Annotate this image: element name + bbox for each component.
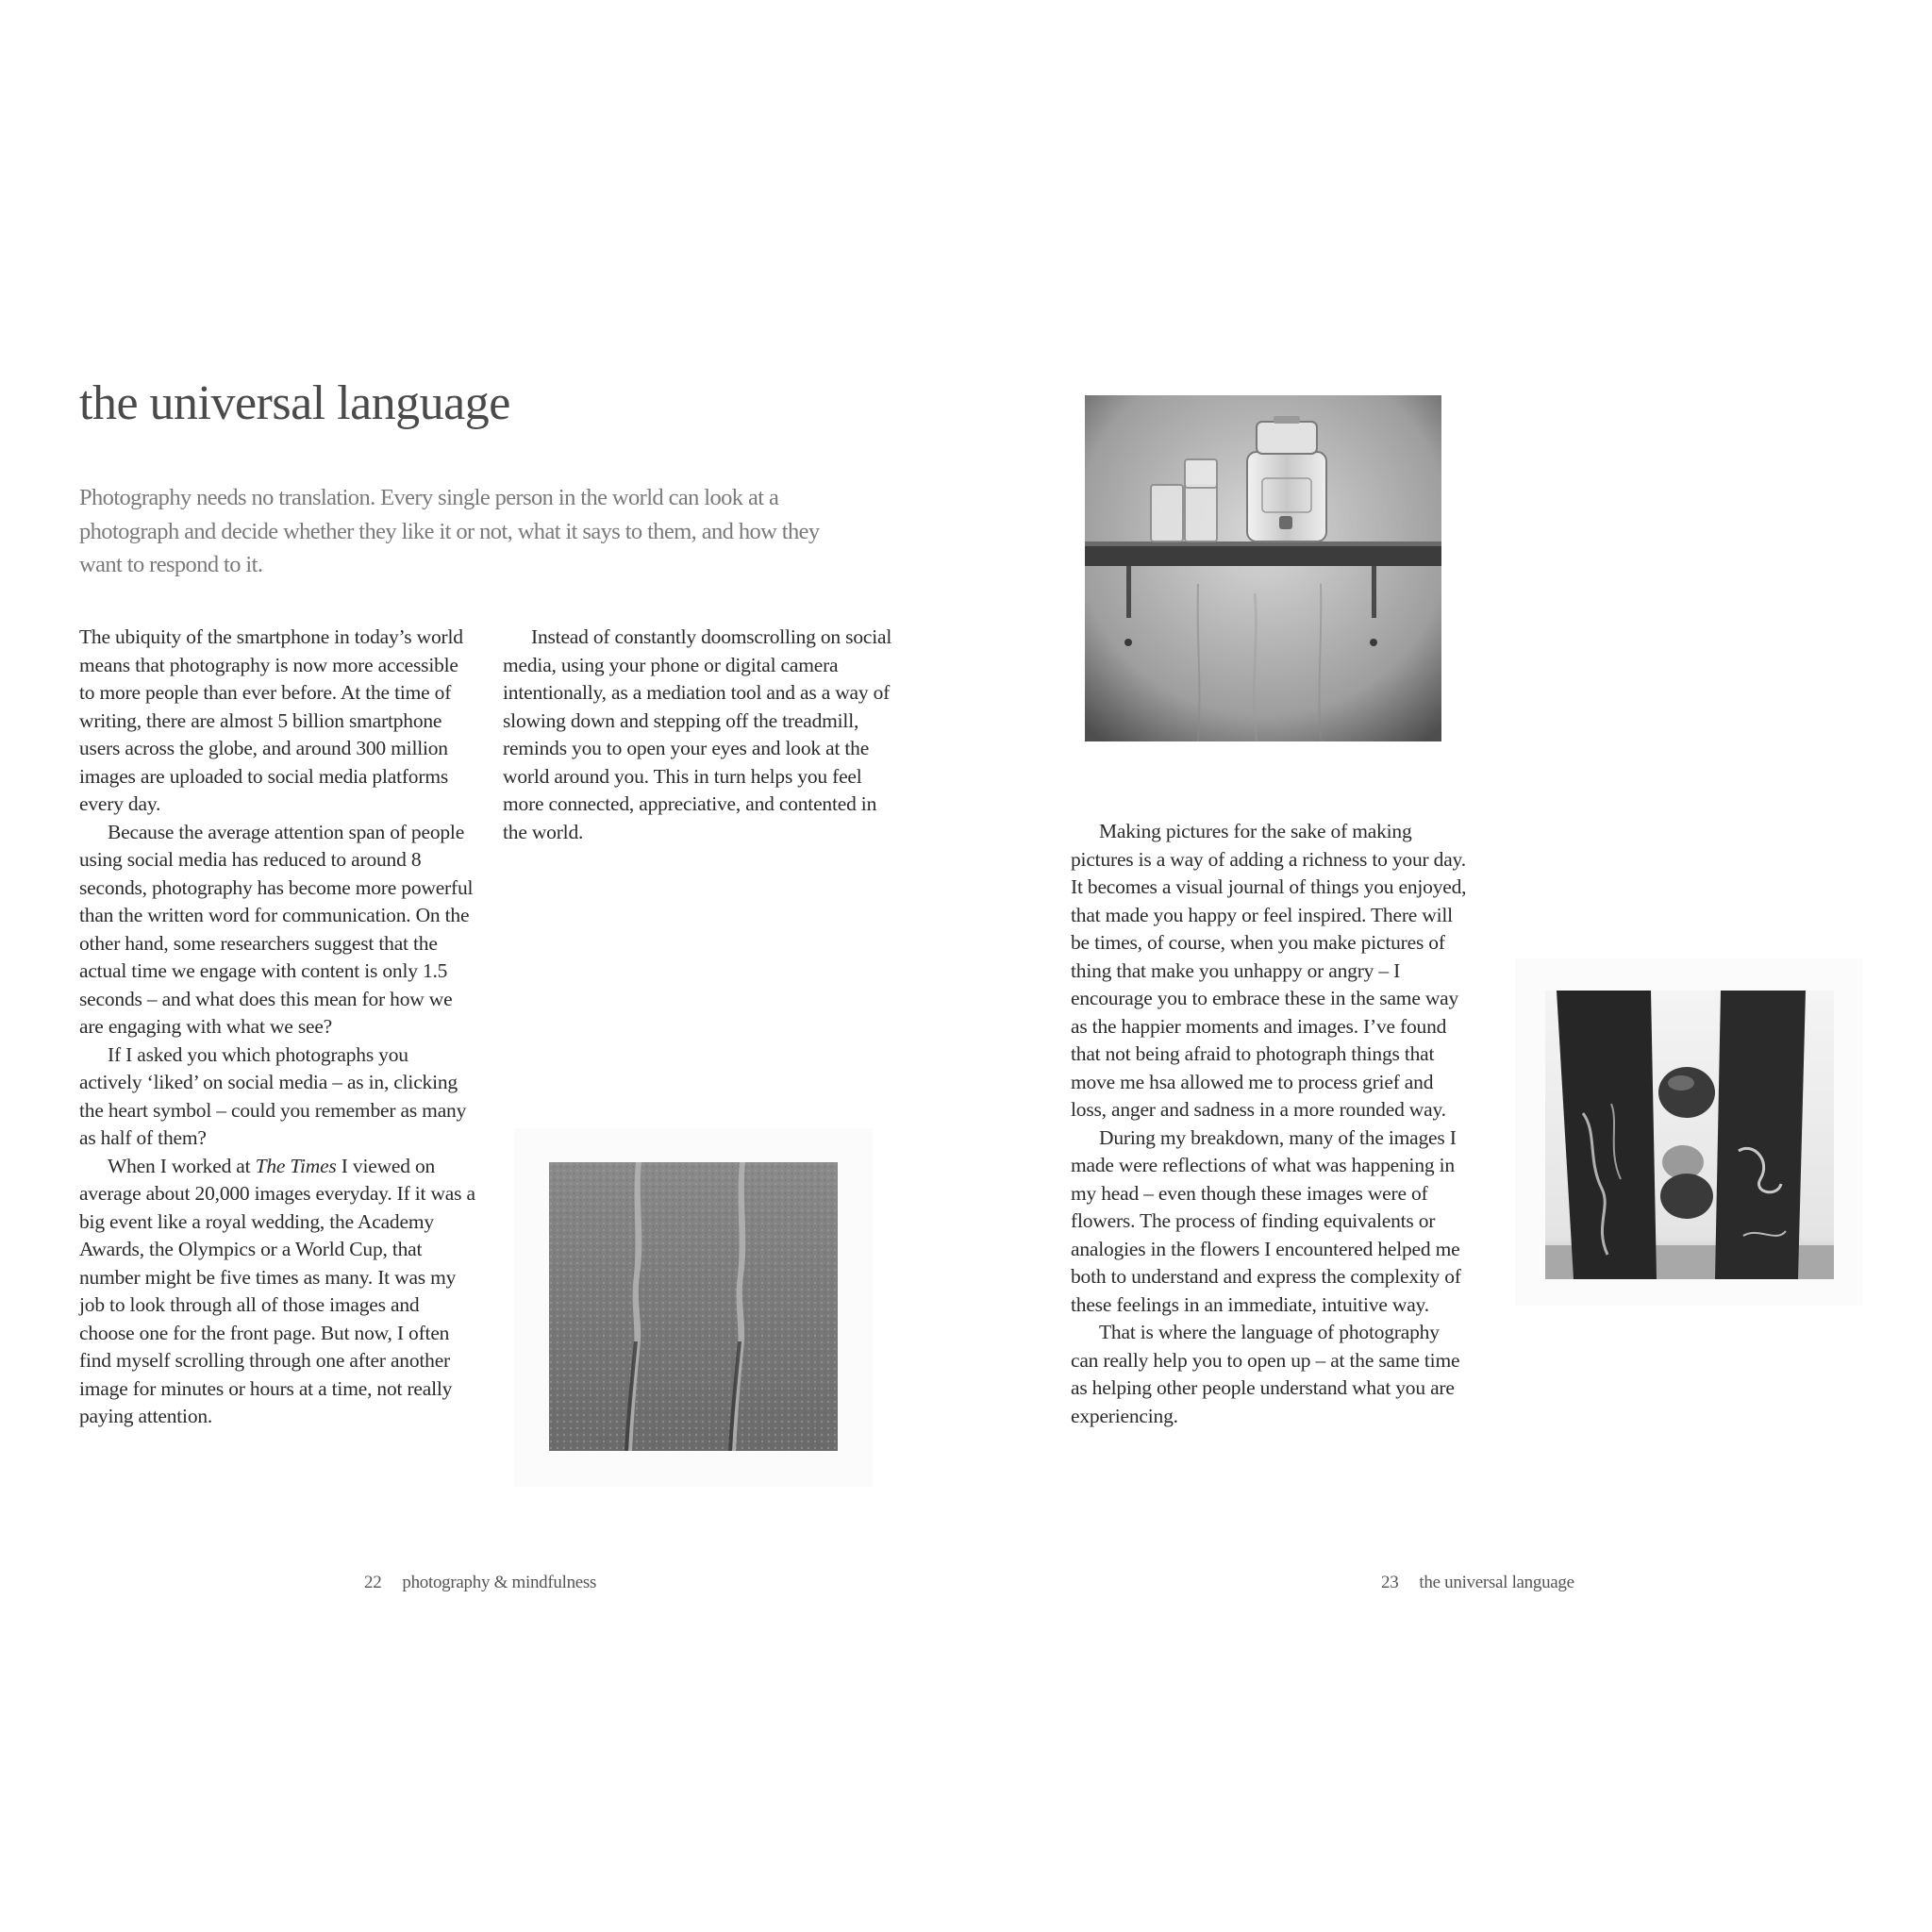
page-title: the universal language (79, 376, 510, 430)
wooden-posts-photo (1545, 991, 1834, 1279)
body-paragraph: If I asked you which photographs you actively ‘liked’ on social media – as in, clicking the heart symbol – could you remember as many as half of them? (79, 1042, 467, 1149)
body-paragraph: The ubiquity of the smartphone in today’s world means that photography is now more accessible to more people than ever before. At the time of writing, there are almost 5 billion smartphone users across the globe, and around 300 million images are uploaded to social media platforms every day. (79, 625, 463, 815)
intro-paragraph: Photography needs no translation. Every single person in the world can look at a photograph and decide whether they like it or not, what it says to them, and how they want to respond to it. (79, 485, 820, 577)
page-number: 23 (1381, 1573, 1399, 1592)
body-paragraph: Making pictures for the sake of making pictures is a way of adding a richness to your day. It becomes a visual journal of things you enjoyed, that made you happy or feel inspired. There will be times, of course, when you make pictures of thing that make you unhappy or angry – I encourage you to embrace these in the same way as the happier moments and images. I’ve found that not being afraid to photograph things that move me hsa allowed me to process grief and loss, anger and sadness in a more rounded way. (1071, 820, 1467, 1121)
folio-left (364, 1573, 596, 1593)
body-text: I viewed on average about 20,000 images everyday. If it was a big event like a royal wedding, the Academy Awards, the Olympics or a World Cup, that number might be five times as many. It was my job to look through all of those images and choose one for the front page. But now, I often find myself scrolling through one after another image for minutes or hours at a time, not really paying attention. (79, 1154, 475, 1427)
text-column-1 (79, 624, 475, 1431)
body-text: When I worked at (108, 1154, 256, 1177)
running-footer: the universal language (1419, 1573, 1574, 1592)
text-column-3 (1071, 818, 1467, 1430)
body-paragraph (79, 1153, 475, 1431)
body-paragraph: Instead of constantly doomscrolling on social media, using your phone or digital camera intentionally, as a mediation tool and as a way of slowing down and stepping off the treadmill, reminds you to open your eyes and look at the world around you. This in turn helps you feel more connected, appreciative, and contented in the world. (503, 625, 892, 843)
body-paragraph: Because the average attention span of people using social media has reduced to around 8 seconds, photography has become more powerful than the written word for communication. On the other hand, some researchers suggest that the actual time we engage with content is only 1.5 seconds – and what does this mean for how we are engaging with what we see? (79, 820, 474, 1038)
text-column-2 (503, 624, 899, 846)
body-paragraph: That is where the language of photography can really help you to open up – at the same time as helping other people understand what you are experiencing. (1071, 1321, 1460, 1427)
running-footer: photography & mindfulness (402, 1573, 597, 1592)
folio-right (1381, 1573, 1574, 1593)
publication-name: The Times (255, 1154, 337, 1177)
shelf-jar-photo (1085, 395, 1441, 741)
page-number: 22 (364, 1573, 382, 1592)
body-paragraph: During my breakdown, many of the images I made were reflections of what was happening in my head – even though these images were of flowers. The process of finding equivalents or analogies in the flowers I encountered helped me both to understand and express the complexity of these feelings in an immediate, intuitive way. (1071, 1125, 1461, 1316)
condensation-window-photo (549, 1162, 838, 1451)
